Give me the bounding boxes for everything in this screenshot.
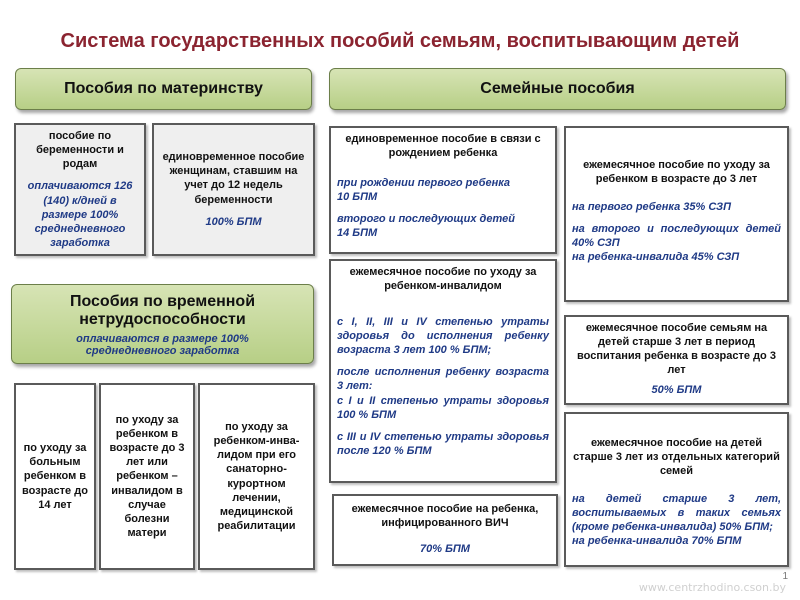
child-under3-text: по уходу за ребенком в возрасте до 3 лет или ребенком – инвалидом в случае болезни матери bbox=[109, 414, 185, 539]
maternity-header-label: Пособия по материнству bbox=[64, 80, 263, 97]
child-under3-box bbox=[99, 383, 195, 570]
disabled-child-note3: с I и II степенью утраты здоровья 100 % БПМ bbox=[337, 394, 549, 421]
birth-benefit-title: единовременное пособие в связи с рождением ребенка bbox=[345, 133, 541, 160]
temporary-disability-title-line2: нетрудоспособности bbox=[79, 311, 246, 328]
temporary-disability-note-line2: среднедневного заработка bbox=[85, 345, 240, 357]
pregnancy-benefit-title: пособие по беременности и родам bbox=[36, 130, 124, 171]
care-under3-box bbox=[564, 126, 789, 302]
hiv-benefit-note: 70% БПМ bbox=[420, 543, 470, 556]
pregnancy-benefit-note: оплачиваются 126 (140) к/дней в размере 100% среднедневного заработка bbox=[27, 180, 133, 249]
temporary-disability-header bbox=[11, 284, 314, 364]
sick-child-text: по уходу за больным ребенком в возрасте до 14 лет bbox=[22, 442, 88, 511]
older-in-care-note: 50% БПМ bbox=[651, 384, 702, 397]
birth-first-value: 10 БПМ bbox=[337, 191, 378, 204]
maternity-header bbox=[15, 68, 312, 110]
early-registration-note: 100% БПМ bbox=[205, 215, 262, 228]
family-header-label: Семейные пособия bbox=[480, 80, 635, 97]
older-categories-box bbox=[564, 412, 789, 567]
family-header bbox=[329, 68, 786, 110]
footer-url: www.centrzhodino.cson.by bbox=[638, 581, 786, 594]
hiv-benefit-box bbox=[332, 494, 558, 566]
disabled-child-care-title: ежемесячное пособие по уходу за ребенком-инвалидом bbox=[349, 266, 537, 293]
care-under3-second: на второго и последующих детей 40% СЗП bbox=[572, 223, 781, 250]
disabled-child-rehab-box bbox=[198, 383, 315, 570]
sick-child-box bbox=[14, 383, 96, 570]
temporary-disability-note-line1: оплачиваются в размере 100% bbox=[76, 333, 249, 345]
older-categories-note2: на ребенка-инвалида 70% БПМ bbox=[572, 535, 742, 548]
care-under3-disabled: на ребенка-инвалида 45% СЗП bbox=[572, 251, 740, 264]
disabled-child-rehab-text: по уходу за ребенком-инва-лидом при его санаторно-курортном лечении, медицинской реабилитации bbox=[213, 421, 300, 532]
birth-first-label: при рождении первого ребенка bbox=[337, 177, 511, 190]
page-title: Система государственных пособий семьям, воспитывающим детей bbox=[60, 30, 740, 52]
older-categories-title: ежемесячное пособие на детей старше 3 лет из отдельных категорий семей bbox=[573, 437, 780, 478]
early-registration-title: единовременное пособие женщинам, ставшим на учет до 12 недель беременности bbox=[162, 151, 305, 206]
disabled-child-note2: после исполнения ребенку возраста 3 лет: bbox=[337, 366, 549, 393]
early-registration-box bbox=[152, 123, 315, 256]
hiv-benefit-title: ежемесячное пособие на ребенка, инфицированного ВИЧ bbox=[351, 503, 539, 530]
older-categories-note1: на детей старше 3 лет, воспитываемых в таких семьях (кроме ребенка-инвалида) 50% БПМ; bbox=[572, 493, 781, 534]
older-in-care-box bbox=[564, 315, 789, 405]
birth-second-label: второго и последующих детей bbox=[337, 213, 515, 226]
disabled-child-note4: с III и IV степенью утраты здоровья после 120 % БПМ bbox=[337, 430, 549, 457]
care-under3-title: ежемесячное пособие по уходу за ребенком в возрасте до 3 лет bbox=[583, 159, 770, 186]
disabled-child-note1: с I, II, III и IV степенью утраты здоровья до исполнения ребенку возраста 3 лет 100 % БПМ; bbox=[337, 316, 549, 357]
birth-second-value: 14 БПМ bbox=[337, 227, 378, 240]
disabled-child-care-box bbox=[329, 259, 557, 483]
page-number: 1 bbox=[782, 571, 788, 582]
birth-benefit-box bbox=[329, 126, 557, 254]
care-under3-first: на первого ребенка 35% СЗП bbox=[572, 201, 731, 214]
temporary-disability-title-line1: Пособия по временной bbox=[69, 293, 256, 310]
older-in-care-title: ежемесячное пособие семьям на детей старше 3 лет в период воспитания ребенка в возрасте до 3 лет bbox=[577, 322, 776, 377]
pregnancy-benefit-box bbox=[14, 123, 146, 256]
